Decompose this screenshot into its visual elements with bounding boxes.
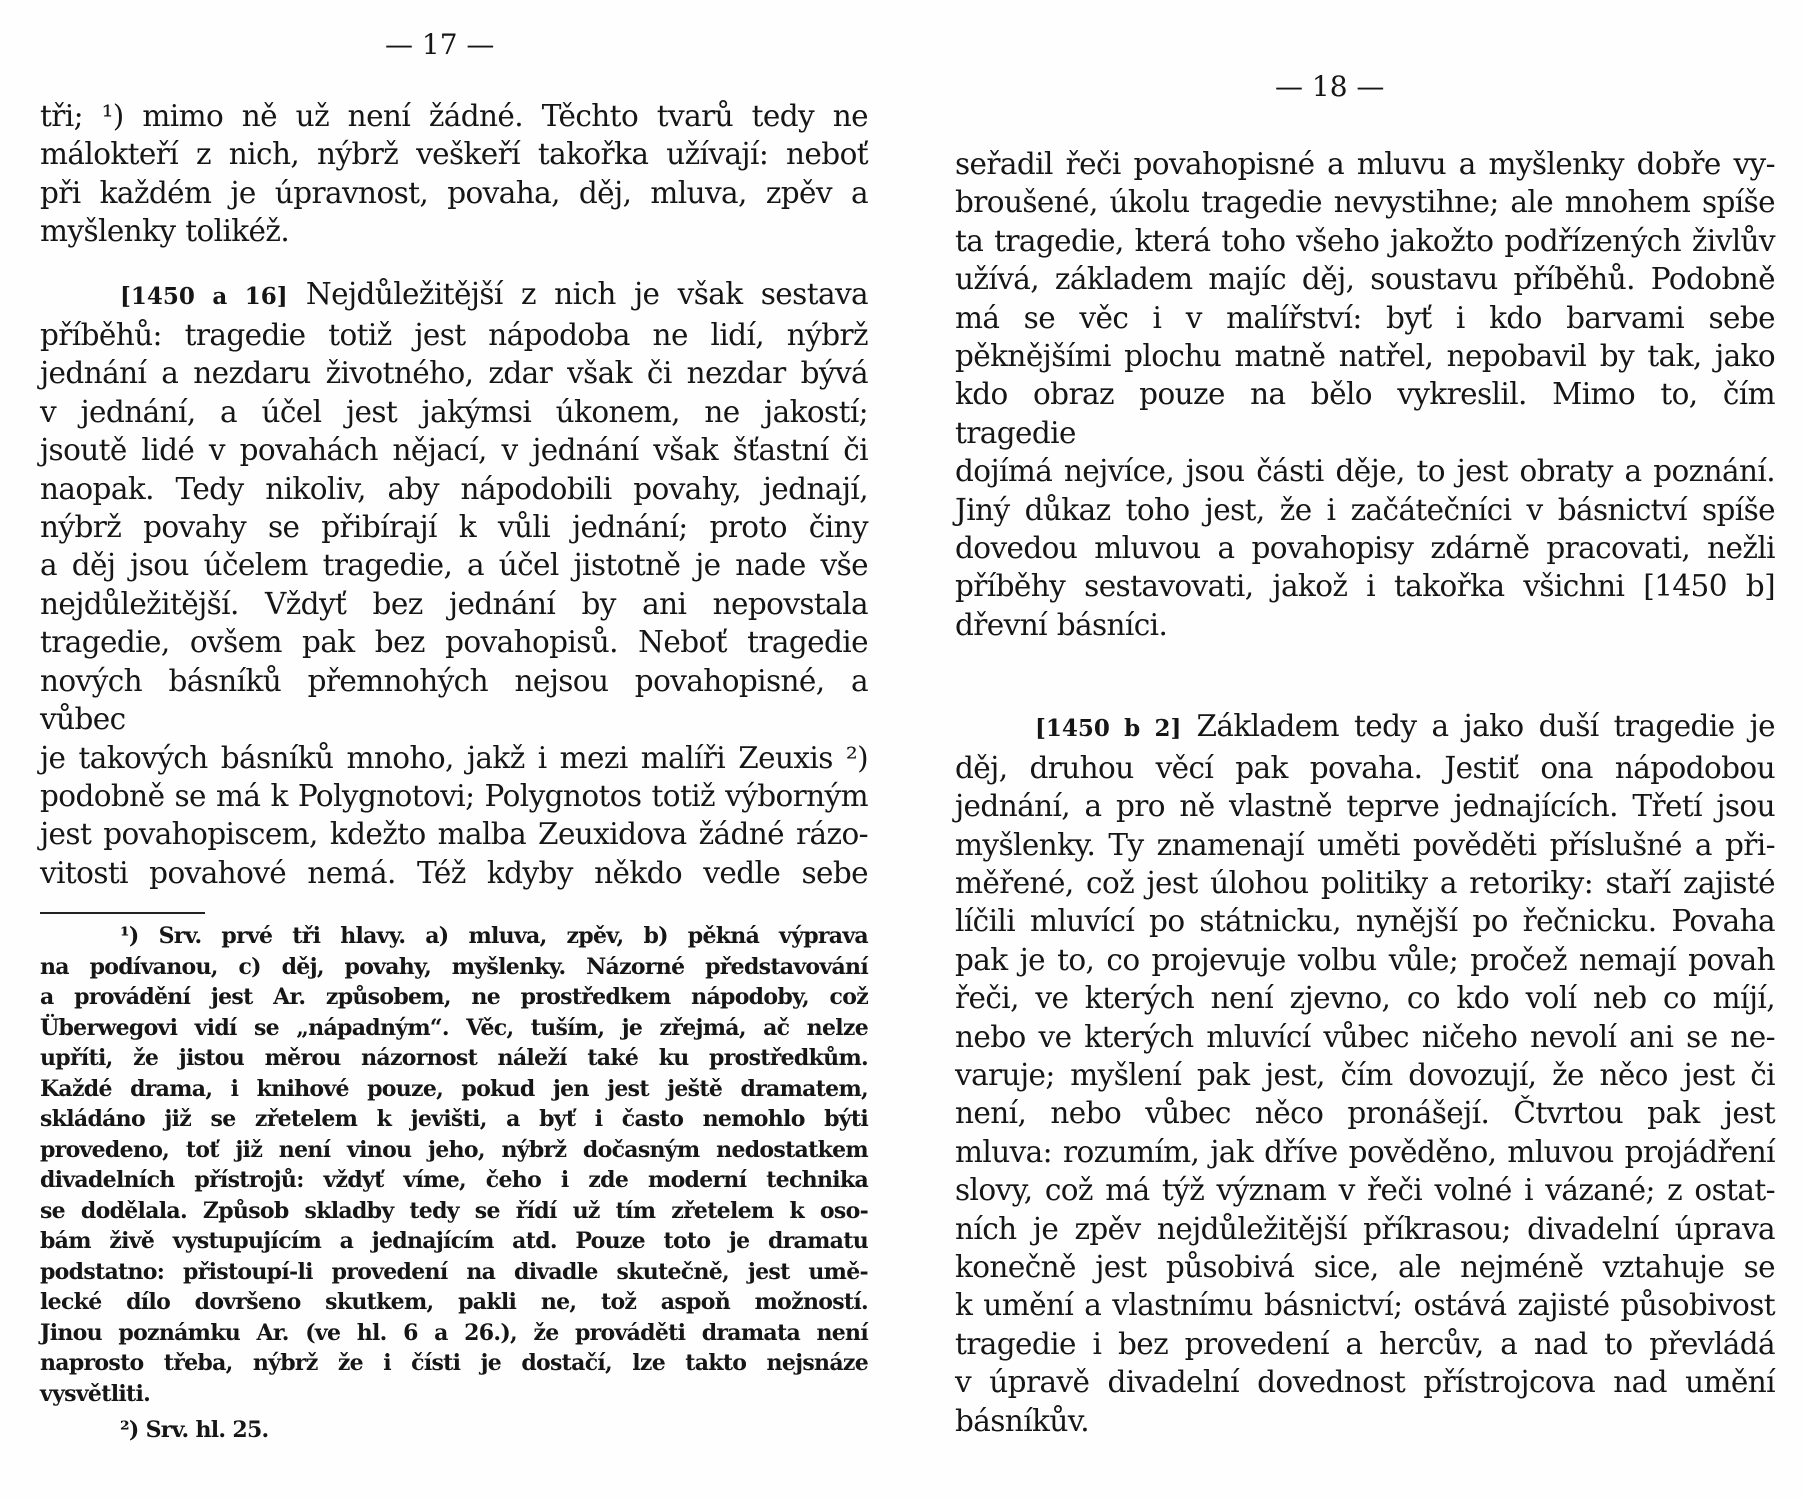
text-line: myšlenky tolikéž. (40, 214, 290, 249)
text-line: pak je to, co projevuje volbu vůle; pročež nemají povah (955, 942, 1775, 977)
marginal-reference: [1450 b 2] (1035, 715, 1182, 743)
footnote (40, 1415, 868, 1446)
footnote-line: Überwegovi vidí se „nápadným“. Věc, tuším, je zřejmá, ač nelze (40, 1014, 868, 1041)
footnote-line: skládáno již se zřetelem k jevišti, a byť i často nemohlo býti (40, 1106, 868, 1132)
text-line: naopak. Tedy nikoliv, aby nápodobili povahy, jednají, (40, 471, 868, 506)
text-line: broušené, úkolu tragedie nevystihne; ale mnohem spíše (955, 185, 1775, 220)
paragraph (955, 707, 1775, 1440)
text-line: není, nebo vůbec něco pronášejí. Čtvrtou pak jest (955, 1096, 1775, 1131)
text-line: tragedie, ovšem pak bez povahopisů. Neboť tragedie (40, 625, 868, 660)
footnote-line: na podívanou, c) děj, povahy, myšlenky. Názorné představování (40, 953, 868, 980)
text-line: tři; ¹) mimo ně už není žádné. Těchto tvarů tedy ne (40, 99, 868, 133)
text-line: myšlenky. Ty znamenají uměti pověděti příslušné a při- (955, 827, 1775, 862)
text-line: příběhů: tragedie totiž jest nápodoba ne lidí, nýbrž (40, 318, 868, 353)
text-line: mluva: rozumím, jak dříve pověděno, mluvou projádření (955, 1134, 1775, 1169)
text-line: v jednání, a účel jest jakýmsi úkonem, ne jakostí; (40, 394, 868, 429)
text-line (40, 275, 868, 316)
text-line: jest povahopiscem, kdežto malba Zeuxidova žádné rázo- (40, 817, 868, 852)
text-line: dojímá nejvíce, jsou části děje, to jest obraty a poznání. (955, 454, 1775, 489)
footnote-line: podstatno: přistoupí-li provedení na divadle skutečně, jest umě- (40, 1258, 868, 1285)
text-line (955, 707, 1775, 748)
footnote-line: ¹) Srv. prvé tři hlavy. a) mluva, zpěv, b) pěkná výprava (120, 923, 868, 949)
text-line: podobně se má k Polygnotovi; Polygnotos totiž výborným (40, 778, 868, 813)
text-line: řeči, ve kterých není zjevno, co kdo volí neb co míjí, (955, 981, 1775, 1016)
text-line: jsoutě lidé v povahách nějací, v jednání však šťastní či (40, 433, 868, 468)
text-line: líčili mluvící po státnicku, nynější po řečnicku. Povaha (955, 904, 1775, 939)
footnote-line: upříti, že jistou měrou názornost náleží také ku prostředkům. (40, 1045, 868, 1071)
text-fragment: Nejdůležitější z nich je však sestava (305, 276, 868, 311)
footnote-line: divadelních přístrojů: vždyť víme, čeho i zde moderní technika (40, 1167, 868, 1193)
text-line: a děj jsou účelem tragedie, a účel jistotně je nade vše (40, 548, 868, 583)
text-line: seřadil řeči povahopisné a mluvu a myšlenky dobře vy- (955, 147, 1775, 181)
footnote-divider (40, 912, 205, 914)
text-line: v úpravě divadelní dovednost přístrojcova nad umění (955, 1365, 1775, 1400)
text-line: vitosti povahové nemá. Též kdyby někdo vedle sebe (40, 855, 868, 890)
text-line: dovedou mluvou a povahopisy zdárně pracovati, nežli (955, 531, 1775, 566)
text-line: tragedie i bez provedení a hercův, a nad to převládá (955, 1326, 1775, 1361)
text-line: dřevní básníci. (955, 607, 1168, 642)
footnote (40, 921, 868, 1409)
footnote-line: vysvětliti. (40, 1380, 151, 1407)
footnote-line: a provádění jest Ar. způsobem, ne prostředkem nápodoby, což (40, 984, 868, 1010)
footnote-line: se dodělala. Způsob skladby tedy se řídí už tím zřetelem k oso- (40, 1197, 868, 1224)
text-line: užívá, základem majíc děj, soustavu příběhů. Podobně (955, 262, 1775, 297)
text-fragment: Základem tedy a jako duší tragedie je (1196, 709, 1775, 744)
text-line: nejdůležitější. Vždyť bez jednání by ani nepovstala (40, 586, 868, 621)
footnote-line: provedeno, toť již není vinou jeho, nýbrž dočasným nedostatkem (40, 1136, 868, 1163)
page-number: — 17 — (385, 28, 495, 61)
paragraph (40, 97, 868, 251)
paragraph (955, 145, 1775, 644)
text-line: při každém je úpravnost, povaha, děj, mluva, zpěv a (40, 175, 868, 210)
marginal-reference: [1450 a 16] (120, 282, 288, 310)
text-line: nových básníků přemnohých nejsou povahopisné, a vůbec (40, 663, 868, 737)
text-line: jednání, a pro ně vlastně teprve jednajících. Třetí jsou (955, 789, 1775, 824)
body-text (40, 97, 868, 892)
page-number: — 18 — (1275, 70, 1385, 103)
text-line: je takových básníků mnoho, jakž i mezi malíři Zeuxis ²) (40, 740, 868, 775)
text-line: Jiný důkaz toho jest, že i začátečníci v básnictví spíše (955, 492, 1775, 527)
text-line: ta tragedie, která toho všeho jakožto podřízených živlův (955, 223, 1775, 258)
text-line: nebo ve kterých mluvící vůbec ničeho nevolí ani se ne- (955, 1019, 1775, 1054)
text-line: k umění a vlastnímu básnictví; ostává zajisté působivost (955, 1288, 1775, 1323)
text-line: málokteří z nich, nýbrž veškeří takořka užívají: neboť (40, 137, 868, 172)
footnote-line: Každé drama, i knihové pouze, pokud jen jest ještě dramatem, (40, 1075, 868, 1102)
text-line: ních je zpěv nejdůležitější příkrasou; divadelní úprava (955, 1211, 1775, 1246)
paragraph (40, 275, 868, 893)
text-line: pěknějšími plochu matně natřel, nepobavil by tak, jako (955, 339, 1775, 374)
footnote-line: naprosto třeba, nýbrž že i čísti je dostačí, lze takto nejsnáze (40, 1350, 868, 1376)
text-line: slovy, což má týž význam v řeči volné i vázané; z ostat- (955, 1173, 1775, 1208)
text-line: děj, druhou věcí pak povaha. Jestiť ona nápodobou (955, 750, 1775, 785)
text-line: kdo obraz pouze na bělo vykreslil. Mimo to, čím tragedie (955, 377, 1775, 450)
footnote-line: ²) Srv. hl. 25. (120, 1417, 269, 1443)
body-text (955, 145, 1775, 1440)
text-line: básníkův. (955, 1403, 1090, 1438)
text-line: měřené, což jest úlohou politiky a retoriky: staří zajisté (955, 865, 1775, 900)
text-line: má se věc i v malířství: byť i kdo barvami sebe (955, 300, 1775, 335)
footnote-line: lecké dílo dovršeno skutkem, pakli ne, tož aspoň možností. (40, 1289, 868, 1315)
text-line: varuje; myšlení pak jest, čím dovozují, že něco jest či (955, 1057, 1775, 1092)
footnotes (40, 921, 868, 1446)
footnote-line: Jinou poznámku Ar. (ve hl. 6 a 26.), že prováděti dramata není (40, 1319, 868, 1346)
text-line: jednání a nezdaru životného, zdar však či nezdar bývá (40, 356, 868, 391)
text-line: konečně jest působivá sice, ale nejméně vztahuje se (955, 1249, 1775, 1284)
text-line: nýbrž povahy se přibírají k vůli jednání; proto činy (40, 510, 868, 545)
footnote-line: bám živě vystupujícím a jednajícím atd. Pouze toto je dramatu (40, 1228, 868, 1254)
text-line: příběhy sestavovati, jakož i takořka všichni [1450 b] (955, 569, 1775, 604)
